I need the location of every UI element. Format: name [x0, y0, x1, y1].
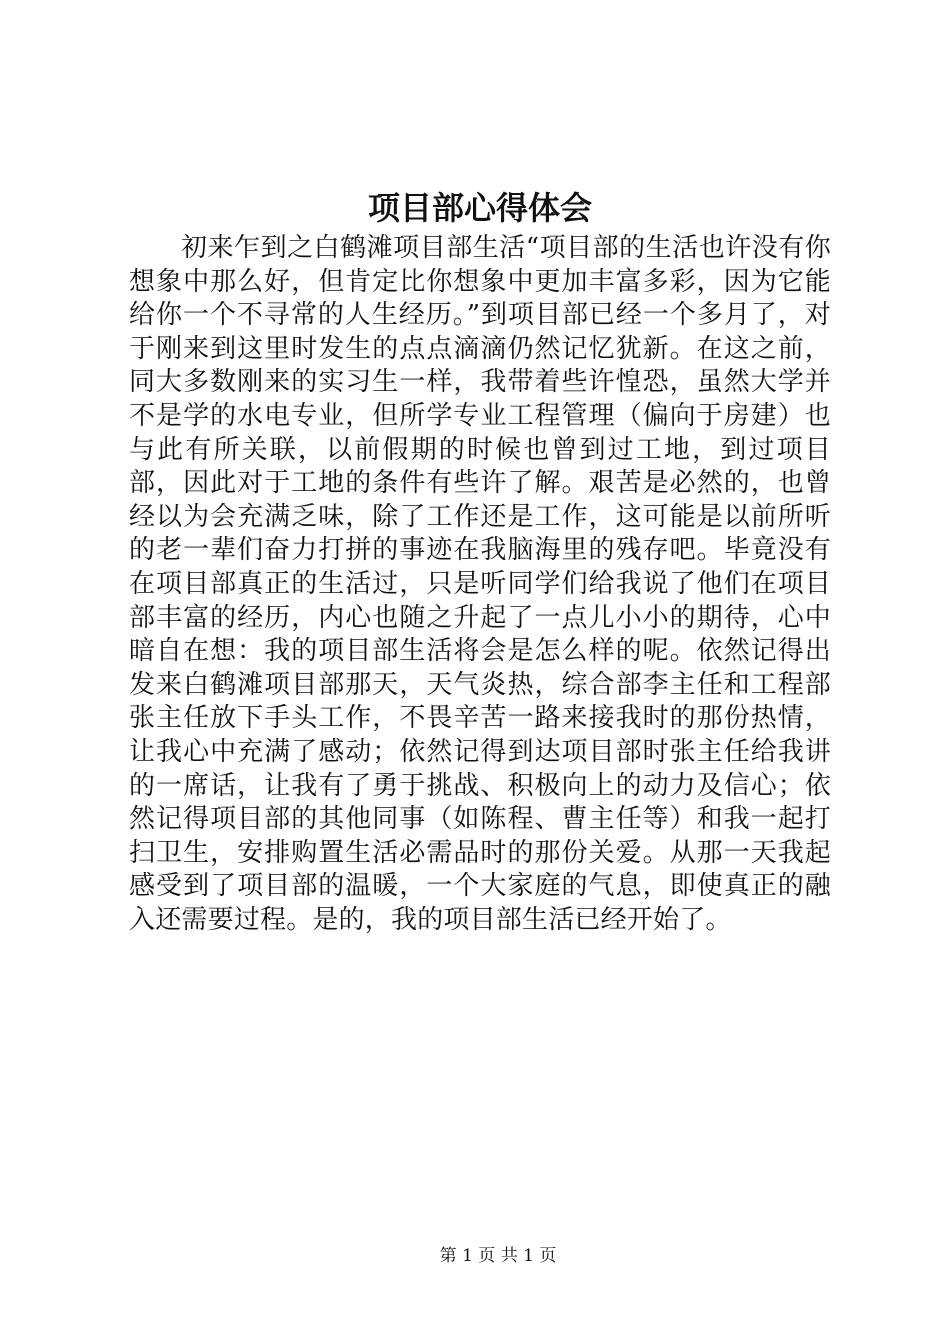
document-title: 项目部心得体会 — [367, 189, 592, 227]
body-paragraph: 初来乍到之白鹤滩项目部生活“项目部的生活也许没有你想象中那么好，但肯定比你想象中更加丰富多彩，因为它能给你一个不寻常的人生经历。”到项目部已经一个多月了，对于刚来到这里时发生的点点滴滴仍然记忆犹新。在这之前，同大多数刚来的实习生一样，我带着些许惶恐，虽然大学并不是学的水电专业，但所学专业工程管理（偏向于房建）也与此有所关联，以前假期的时候也曾到过工地，到过项目部，因此对于工地的条件有些许了解。艰苦是必然的，也曾经以为会充满乏味，除了工作还是工作，这可能是以前所听的老一辈们奋力打拼的事迹在我脑海里的残存吧。毕竟没有在项目部真正的生活过，只是听同学们给我说了他们在项目部丰富的经历，内心也随之升起了一点儿小小的期待，心中暗自在想：我的项目部生活将会是怎么样的呢。依然记得出发来白鹤滩项目部那天，天气炎热，综合部李主任和工程部张主任放下手头工作，不畏辛苦一路来接我时的那份热情，让我心中充满了感动；依然记得到达项目部时张主任给我讲的一席话，让我有了勇于挑战、积极向上的动力及信心；依然记得项目部的其他同事（如陈程、曹主任等）和我一起打扫卫生，安排购置生活必需品时的那份关爱。从那一天我起感受到了项目部的温暖，一个大家庭的气息，即使真正的融入还需要过程。是的，我的项目部生活已经开始了。 — [129, 233, 831, 935]
page-footer: 第 1 页 共 1 页 — [439, 1246, 557, 1266]
